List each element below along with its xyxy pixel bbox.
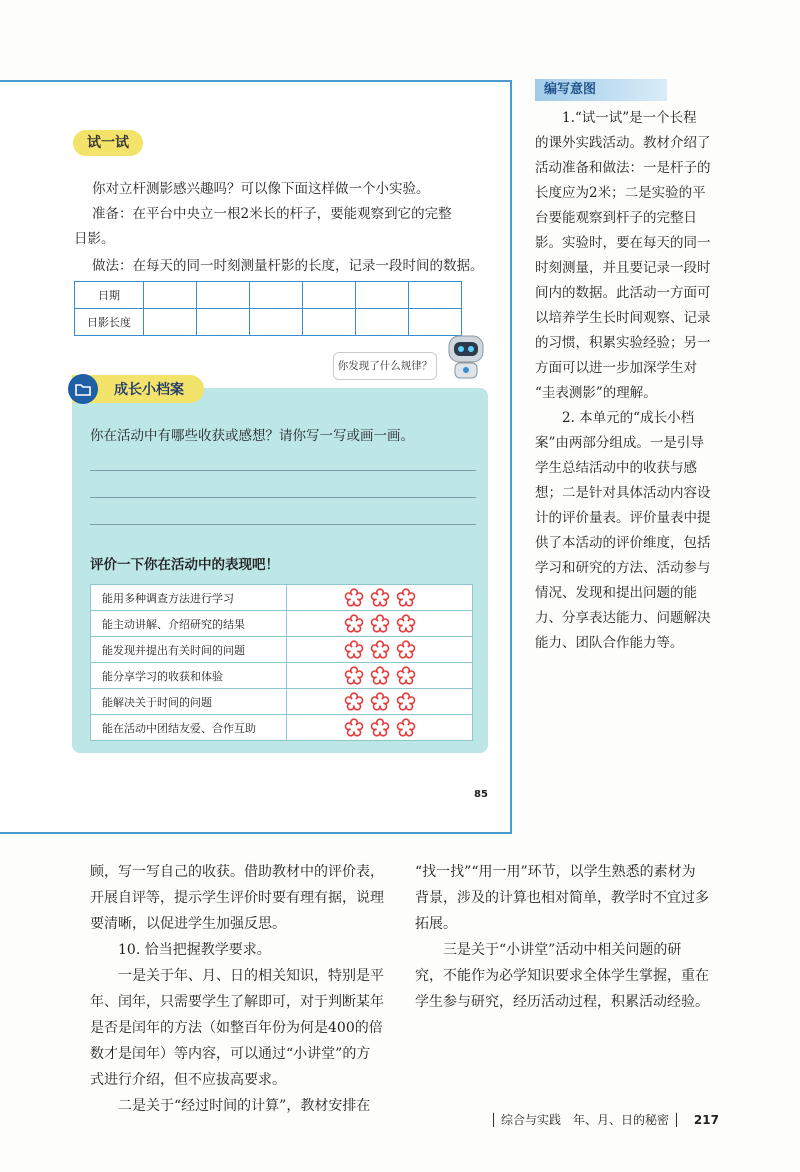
table-row: 能分享学习的收获和体验 — [91, 663, 473, 689]
prep-text: 准备：在平台中央立一根2米长的杆子，要能观察到它的完整 — [92, 206, 452, 222]
rating-flower-icon[interactable] — [396, 614, 416, 634]
side-heading: 编写意图 — [535, 79, 667, 101]
table-row: 能解决关于时间的问题 — [91, 689, 473, 715]
inner-page-number: 85 — [474, 789, 488, 800]
rating-flower-icon[interactable] — [396, 692, 416, 712]
footer-section: │ 综合与实践 年、月、日的秘密 │ — [490, 1113, 681, 1127]
body-right-column: “找一找”“用一用”环节，以学生熟悉的素材为 背景，涉及的计算也相对简单，教学时不宜过多 拓展。 三是关于“小讲堂”活动中相关问题的研 究，不能作为必学知识要求全体学生掌握，重在 学生参与研究，经历活动过程，积累活动经验。 — [415, 864, 709, 1010]
rating-flower-icon[interactable] — [344, 666, 364, 686]
rating-flower-icon[interactable] — [344, 614, 364, 634]
record-row-label: 日影长度 — [75, 309, 144, 336]
growth-title: 成长小档案 — [114, 382, 184, 398]
writing-line — [90, 497, 476, 498]
table-row: 能主动讲解、介绍研究的结果 — [91, 611, 473, 637]
record-table — [74, 281, 462, 336]
writing-line — [90, 524, 476, 525]
rating-flower-icon[interactable] — [344, 640, 364, 660]
rating-flower-icon[interactable] — [370, 666, 390, 686]
harvest-prompt: 你在活动中有哪些收获或感想？请你写一写或画一画。 — [90, 428, 414, 444]
table-row: 能用多种调查方法进行学习 — [91, 585, 473, 611]
table-row: 能在活动中团结友爱、合作互助 — [91, 715, 473, 741]
rating-flower-icon[interactable] — [396, 640, 416, 660]
rating-flower-icon[interactable] — [370, 640, 390, 660]
method-text: 做法：在每天的同一时刻测量杆影的长度，记录一段时间的数据。 — [92, 258, 484, 274]
evaluation-table — [90, 584, 473, 741]
rating-flower-icon[interactable] — [344, 588, 364, 608]
page-number: 217 — [693, 1113, 719, 1127]
rating-flower-icon[interactable] — [370, 614, 390, 634]
try-label: 试一试 — [73, 130, 143, 156]
prep-text-cont: 日影。 — [74, 231, 115, 247]
rating-flower-icon[interactable] — [370, 718, 390, 738]
rating-flower-icon[interactable] — [396, 588, 416, 608]
robot-icon — [443, 332, 489, 380]
speech-bubble: 你发现了什么规律？ — [333, 352, 437, 380]
rating-flower-icon[interactable] — [370, 692, 390, 712]
body-left-column: 顾，写一写自己的收获。借助教材中的评价表， 开展自评等，提示学生评价时要有理有据，说理 要清晰，以促进学生加强反思。 10. 恰当把握教学要求。 一是关于年、月、日的相关知识，特别是平 年、闰年，只需要学生了解即可，对于判断某年 是否是闰年的方法（如整百年份为何是400的倍 数才是闰年）等内容，可以通过“小讲堂”的方 式进行介绍，但不应拔高要求。 二是关于“经过时间的计算”，教材安排在 — [90, 864, 384, 1114]
intro-text: 你对立杆测影感兴趣吗？可以像下面这样做一个小实验。 — [92, 181, 430, 197]
rating-flower-icon[interactable] — [396, 718, 416, 738]
rating-flower-icon[interactable] — [344, 718, 364, 738]
folder-icon — [68, 374, 98, 404]
side-notes: 1.“试一试”是一个长程 的课外实践活动。教材介绍了 活动准备和做法：一是杆子的 长度应为2米；二是实验的平 台要能观察到杆子的完整日 影。实验时，要在每天的同一 时刻测量，并且要记录一段时 间内的数据。此活动一方面可 以培养学生长时间观察、记录 的习惯，积累实验经验；另一 方面可以进一步加深学生对 “圭表测影”的理解。 2. 本单元的“成长小档 案”由两部分组成。一是引导 学生总结活动中的收获与感 想；二是针对具体活动内容设 计的评价量表。评价量表中提 供了本活动的评价维度，包括 学习和研究的方法、活动参与 情况、发现和提出问题的能 力、分享表达能力、问题解决 能力、团队合作能力等。 — [535, 110, 711, 651]
rating-flower-icon[interactable] — [370, 588, 390, 608]
table-row: 能发现并提出有关时间的问题 — [91, 637, 473, 663]
footer — [490, 1111, 719, 1128]
rating-flower-icon[interactable] — [344, 692, 364, 712]
evaluation-title: 评价一下你在活动中的表现吧！ — [90, 557, 279, 573]
record-row-label: 日期 — [75, 282, 144, 309]
writing-line — [90, 470, 476, 471]
rating-flower-icon[interactable] — [396, 666, 416, 686]
